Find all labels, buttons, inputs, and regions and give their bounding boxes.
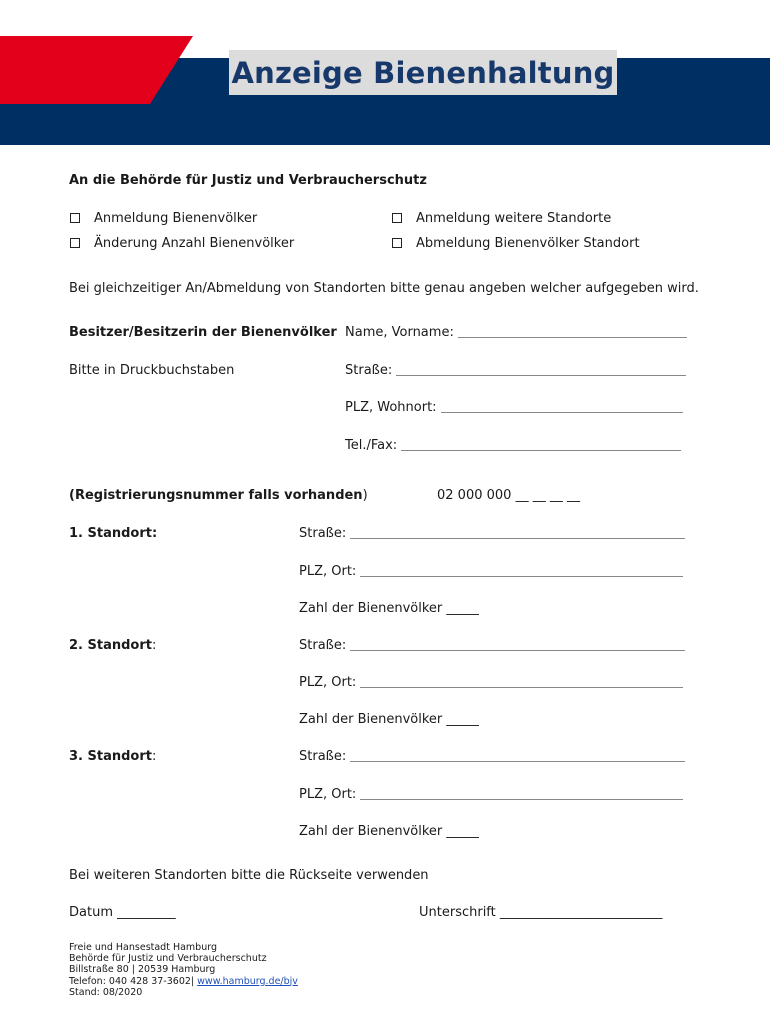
location-label-colon: :: [151, 638, 157, 653]
checkbox-box[interactable]: [70, 213, 80, 223]
owner-street-field[interactable]: [345, 363, 686, 378]
field-line[interactable]: [360, 798, 683, 800]
date-field[interactable]: Datum _________: [69, 905, 176, 920]
location-2-zip-field[interactable]: [299, 675, 683, 690]
checkbox-box[interactable]: [392, 238, 402, 248]
checkbox-abmeldung-standort[interactable]: [392, 236, 640, 251]
field-line[interactable]: [350, 537, 685, 539]
registration-label-text: (Registrierungsnummer falls vorhanden: [69, 488, 363, 503]
footer-phone: Telefon: 040 428 37-3602|: [69, 975, 195, 987]
location-3-count-field[interactable]: Zahl der Bienenvölker _____: [299, 824, 479, 839]
checkbox-box[interactable]: [70, 238, 80, 248]
location-2-label: [69, 638, 156, 653]
footer-line-street: Billstraße 80 | 20539 Hamburg: [69, 964, 216, 976]
field-line[interactable]: [360, 575, 683, 577]
field-label: PLZ, Ort:: [299, 564, 357, 579]
checkbox-label: Anmeldung weitere Standorte: [416, 211, 612, 226]
registration-paren: ): [362, 488, 368, 503]
header-banner: [0, 0, 770, 145]
location-2-street-field[interactable]: [299, 638, 685, 653]
page-title: Anzeige Bienenhaltung: [229, 50, 617, 95]
location-label-colon: :: [151, 749, 157, 764]
registration-number[interactable]: 02 000 000 __ __ __ __: [437, 488, 580, 503]
location-label-text: 3. Standort: [69, 749, 152, 764]
location-3-street-field[interactable]: [299, 749, 685, 764]
checkbox-label: Abmeldung Bienenvölker Standort: [416, 236, 640, 251]
field-label: PLZ, Ort:: [299, 675, 357, 690]
location-1-count-field[interactable]: Zahl der Bienenvölker _____: [299, 601, 479, 616]
footer-line-contact: [69, 976, 298, 987]
signature-field[interactable]: Unterschrift _________________________: [419, 905, 663, 920]
field-line[interactable]: [441, 411, 683, 413]
owner-zip-city-field[interactable]: [345, 400, 683, 415]
field-label: Straße:: [299, 749, 347, 764]
checkbox-label: Änderung Anzahl Bienenvölker: [94, 236, 295, 251]
owner-heading: Besitzer/Besitzerin der Bienenvölker: [69, 325, 337, 340]
field-label: PLZ, Ort:: [299, 787, 357, 802]
location-label-text: 1. Standort:: [69, 526, 158, 541]
checkbox-anmeldung-weitere-standorte[interactable]: [392, 211, 611, 226]
footer-website-link[interactable]: www.hamburg.de/bjv: [197, 975, 298, 987]
location-2-count-field[interactable]: Zahl der Bienenvölker _____: [299, 712, 479, 727]
field-line[interactable]: [360, 686, 683, 688]
field-line[interactable]: [401, 449, 681, 451]
location-1-street-field[interactable]: [299, 526, 685, 541]
location-3-label: [69, 749, 156, 764]
note-more-locations: Bei weiteren Standorten bitte die Rückseite verwenden: [69, 868, 429, 883]
footer-line-authority: Freie und Hansestadt Hamburg: [69, 942, 218, 953]
field-line[interactable]: [458, 336, 687, 338]
location-1-zip-field[interactable]: [299, 564, 683, 579]
field-line[interactable]: [350, 760, 685, 762]
location-3-zip-field[interactable]: [299, 787, 683, 802]
recipient-heading: An die Behörde für Justiz und Verbraucherschutz: [69, 173, 427, 188]
field-label: Straße:: [345, 363, 393, 378]
checkbox-box[interactable]: [392, 213, 402, 223]
field-line[interactable]: [396, 374, 686, 376]
footer-line-department: Behörde für Justiz und Verbraucherschutz: [69, 953, 267, 965]
checkbox-anmeldung-bienenvoelker[interactable]: [70, 211, 257, 226]
field-label: Straße:: [299, 526, 347, 541]
footer-address: [69, 942, 298, 998]
registration-label: [69, 488, 368, 503]
field-label: Name, Vorname:: [345, 325, 454, 340]
location-label-text: 2. Standort: [69, 638, 152, 653]
owner-phone-field[interactable]: [345, 438, 681, 453]
field-line[interactable]: [350, 649, 685, 651]
owner-hint: Bitte in Druckbuchstaben: [69, 363, 235, 378]
field-label: Straße:: [299, 638, 347, 653]
note-simultaneous: Bei gleichzeitiger An/Abmeldung von Standorten bitte genau angeben welcher aufgegeben wird.: [69, 281, 699, 296]
field-label: PLZ, Wohnort:: [345, 400, 437, 415]
field-label: Tel./Fax:: [345, 438, 398, 453]
owner-name-field[interactable]: [345, 325, 687, 340]
checkbox-label: Anmeldung Bienenvölker: [94, 211, 258, 226]
checkbox-aenderung-anzahl[interactable]: [70, 236, 294, 251]
footer-line-version: Stand: 08/2020: [69, 986, 143, 998]
location-1-label: [69, 526, 157, 541]
